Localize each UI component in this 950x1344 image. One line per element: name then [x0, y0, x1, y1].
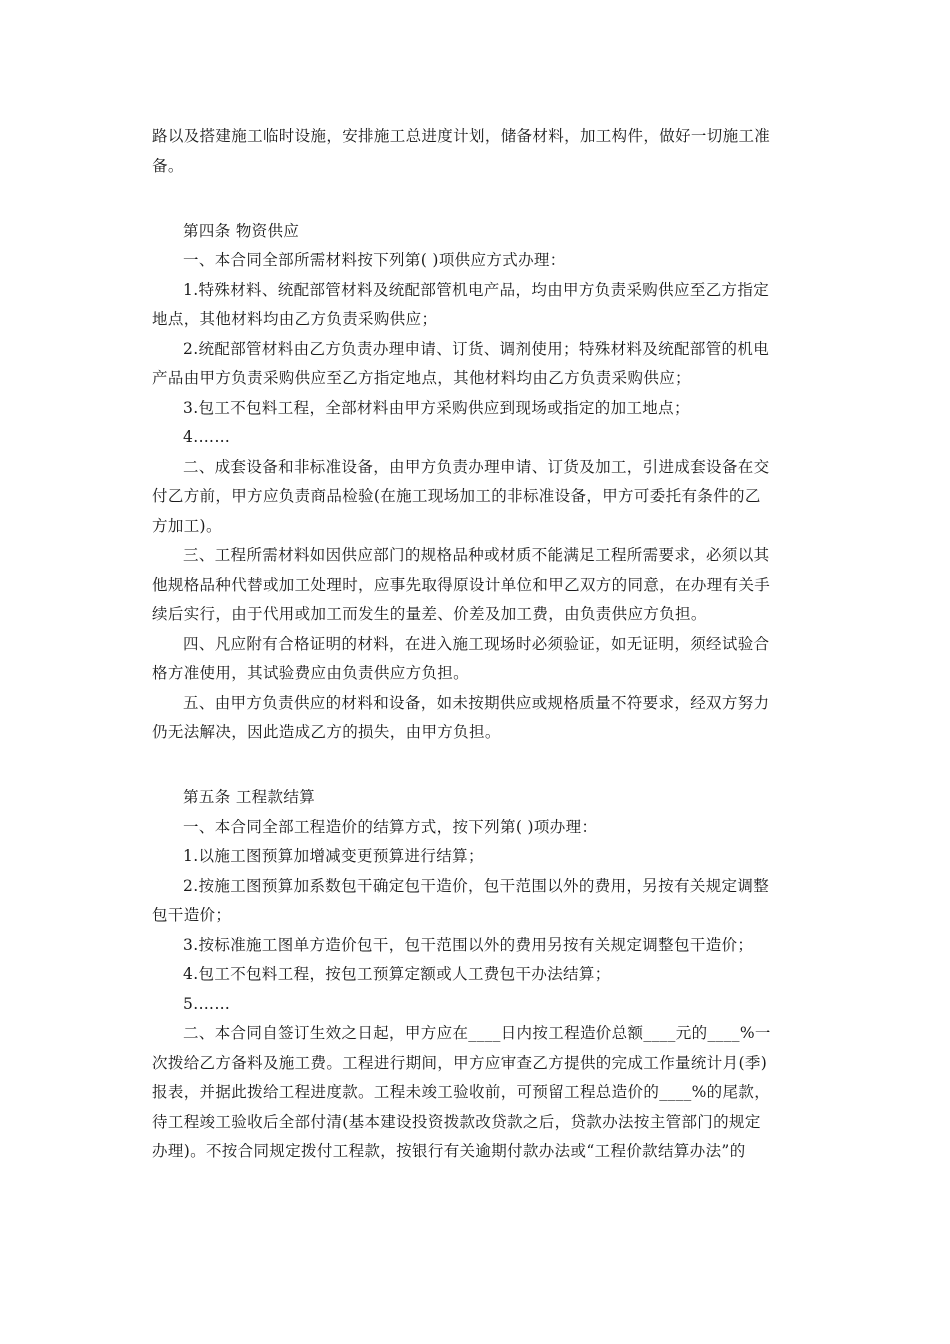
paragraph-line: 待工程竣工验收后全部付清(基本建设投资拨款改贷款之后，贷款办法按主管部门的规定	[152, 1112, 761, 1131]
paragraph-line: 3.按标准施工图单方造价包干，包干范围以外的费用另按有关规定调整包干造价；	[183, 935, 754, 954]
paragraph-line: 四、凡应附有合格证明的材料，在进入施工现场时必须验证，如无证明，须经试验合	[183, 634, 770, 653]
paragraph-line: 二、成套设备和非标准设备，由甲方负责办理申请、订货及加工，引进成套设备在交	[183, 457, 770, 476]
paragraph-line: 二、本合同自签订生效之日起，甲方应在____日内按工程造价总额____元的____%一	[183, 1024, 771, 1042]
paragraph-line: 1.以施工图预算加增减变更预算进行结算；	[183, 847, 484, 865]
paragraph-line: 2.统配部管材料由乙方负责办理申请、订货、调剂使用；特殊材料及统配部管的机电	[183, 339, 770, 358]
paragraph-line: 4.……	[183, 428, 231, 446]
paragraph-line: 一、本合同全部所需材料按下列第( )项供应方式办理：	[183, 251, 566, 269]
paragraph-line: 2.按施工图预算加系数包干确定包干造价，包干范围以外的费用，另按有关规定调整	[183, 876, 770, 895]
paragraph-line: 续后实行，由于代用或加工而发生的量差、价差及加工费，由负责供应方负担。	[152, 605, 707, 623]
paragraph-line: 5.……	[183, 994, 231, 1013]
paragraph-line: 产品由甲方负责采购供应至乙方指定地点，其他材料均由乙方负责采购供应；	[152, 369, 691, 387]
paragraph-line: 一、本合同全部工程造价的结算方式，按下列第( )项办理：	[183, 817, 598, 836]
paragraph-line: 包干造价；	[152, 906, 232, 924]
paragraph-line: 备。	[152, 156, 184, 175]
paragraph-line: 1.特殊材料、统配部管材料及统配部管机电产品，均由甲方负责采购供应至乙方指定	[183, 280, 770, 299]
paragraph-line: 三、工程所需材料如因供应部门的规格品种或材质不能满足工程所需要求，必须以其	[183, 546, 770, 564]
paragraph-line: 路以及搭建施工临时设施，安排施工总进度计划，储备材料，加工构件，做好一切施工准	[152, 127, 771, 145]
paragraph-line: 3.包工不包料工程，全部材料由甲方采购供应到现场或指定的加工地点；	[183, 398, 690, 417]
paragraph-line: 他规格品种代替或加工处理时，应事先取得原设计单位和甲乙双方的同意，在办理有关手	[152, 575, 771, 594]
paragraph-line: 五、由甲方负责供应的材料和设备，如未按期供应或规格质量不符要求，经双方努力	[183, 693, 770, 712]
paragraph-line: 次拨给乙方备料及施工费。工程进行期间，甲方应审查乙方提供的完成工作量统计月(季)	[152, 1053, 768, 1072]
paragraph-line: 仍无法解决，因此造成乙方的损失，由甲方负担。	[152, 723, 501, 741]
paragraph-line: 4.包工不包料工程，按包工预算定额或人工费包干办法结算；	[183, 965, 611, 983]
paragraph-line: 地点，其他材料均由乙方负责采购供应；	[152, 310, 438, 328]
paragraph-line: 方加工)。	[152, 516, 222, 535]
article-5-title: 第五条 工程款结算	[183, 788, 316, 806]
paragraph-line: 格方准使用，其试验费应由负责供应方负担。	[152, 664, 470, 682]
paragraph-line: 付乙方前，甲方应负责商品检验(在施工现场加工的非标准设备，甲方可委托有条件的乙	[152, 487, 761, 505]
document-page	[152, 122, 812, 1167]
paragraph-line: 报表，并据此拨给工程进度款。工程未竣工验收前，可预留工程总造价的____%的尾款，	[152, 1083, 771, 1101]
paragraph-line: 办理)。不按合同规定拨付工程款，按银行有关逾期付款办法或“工程价款结算办法”的	[152, 1142, 746, 1160]
article-4-title: 第四条 物资供应	[183, 221, 300, 240]
